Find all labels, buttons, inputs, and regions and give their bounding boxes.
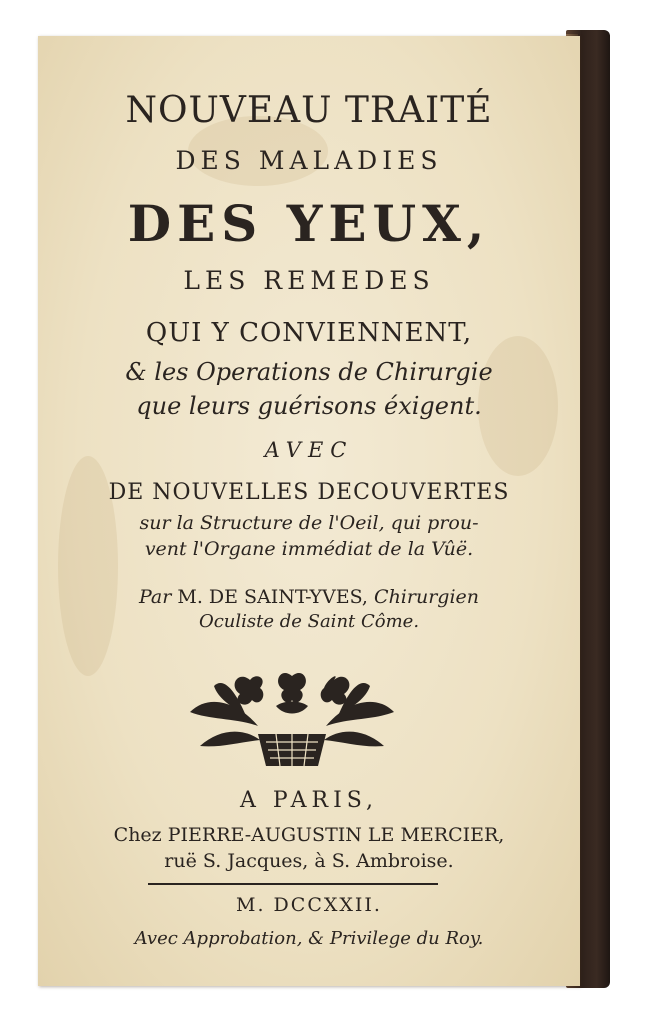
title-line-3: DES YEUX, [127,194,491,253]
subtitle-line-1: DE NOUVELLES DECOUVERTES [108,480,510,505]
title-line-2: DES MALADIES [175,146,443,175]
avec-line: AVEC [264,438,354,462]
author-title: Chirurgien [374,586,480,608]
imprint-address: ruë S. Jacques, à S. Ambroise. [164,850,454,872]
author-prefix: Par [138,586,172,608]
title-line-6: & les Operations de Chirurgie [125,358,493,386]
author-line-2: Oculiste de Saint Côme. [198,611,420,632]
flower-basket-ornament [180,656,404,768]
author-line [38,586,580,608]
title-line-1: NOUVEAU TRAITÉ [125,90,493,131]
imprint-publisher: Chez PIERRE-AUGUSTIN LE MERCIER, [113,824,505,846]
subtitle-line-3: vent l'Organe immédiat de la Vûë. [144,538,474,560]
imprint-rule [148,883,438,885]
title-page [38,36,580,986]
subtitle-line-2: sur la Structure de l'Oeil, qui prou- [139,512,479,534]
imprint-year: M. DCCXXII. [236,894,382,916]
privilege-line: Avec Approbation, & Privilege du Roy. [134,928,484,949]
title-line-7: que leurs guérisons éxigent. [136,392,482,420]
title-line-5: QUI Y CONVIENNENT, [145,318,473,348]
author-name: M. DE SAINT-YVES, [177,586,368,608]
title-line-4: LES REMEDES [183,266,435,295]
imprint-place: A PARIS, [239,788,379,813]
